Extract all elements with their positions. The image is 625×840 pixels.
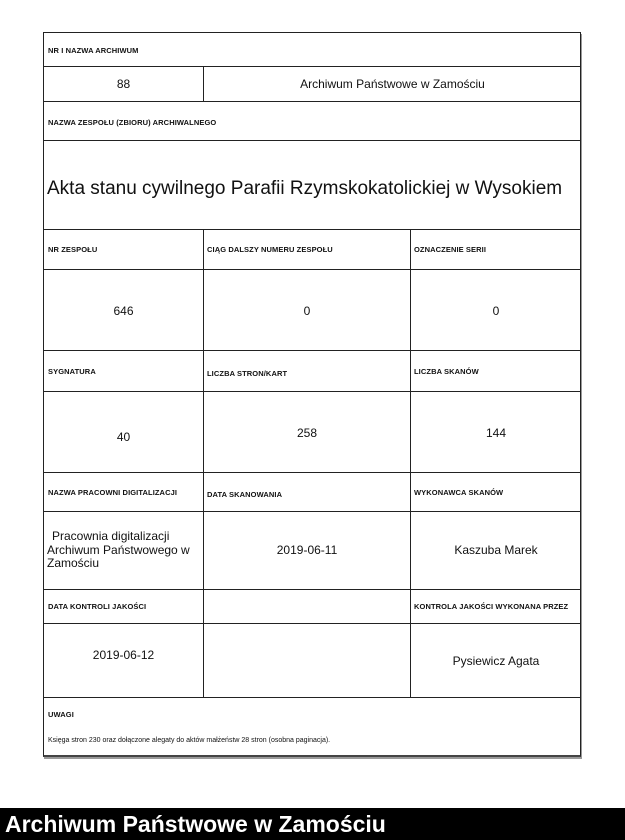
qc-date-label: DATA KONTROLI JAKOŚCI	[48, 602, 147, 611]
scanner-label: WYKONAWCA SKANÓW	[414, 488, 504, 497]
scan-date-label: DATA SKANOWANIA	[207, 490, 283, 499]
archive-number: 88	[116, 77, 131, 91]
scans-value: 144	[485, 426, 507, 440]
footer-text: Archiwum Państwowe w Zamościu	[5, 811, 386, 837]
grid-line	[44, 391, 580, 392]
grid-line	[44, 589, 580, 590]
signature-label: SYGNATURA	[48, 367, 96, 376]
fonds-label: NAZWA ZESPOŁU (ZBIORU) ARCHIWALNEGO	[48, 118, 217, 127]
signature-value: 40	[116, 430, 131, 444]
archive-name: Archiwum Państwowe w Zamościu	[300, 77, 485, 91]
grid-line	[410, 229, 411, 697]
qc-by-value: Pysiewicz Agata	[452, 654, 540, 668]
footer-banner	[0, 808, 625, 840]
continuation-label: CIĄG DALSZY NUMERU ZESPOŁU	[207, 245, 333, 254]
fonds-number: 646	[113, 304, 134, 318]
grid-line	[44, 229, 580, 230]
grid-line	[44, 350, 580, 351]
scans-label: LICZBA SKANÓW	[414, 367, 479, 376]
grid-line	[203, 229, 204, 697]
remarks-label: UWAGI	[48, 710, 74, 719]
pages-label: LICZBA STRON/KART	[207, 369, 288, 378]
grid-line	[44, 697, 580, 698]
grid-line	[44, 511, 580, 512]
archive-label: NR I NAZWA ARCHIWUM	[48, 46, 139, 55]
qc-by-label: KONTROLA JAKOŚCI WYKONANA PRZEZ	[414, 602, 569, 611]
pages-value: 258	[296, 426, 318, 440]
fonds-name: Akta stanu cywilnego Parafii Rzymskokatolickiej w Wysokiem	[47, 178, 563, 199]
scanner-value: Kaszuba Marek	[454, 543, 538, 557]
archival-metadata-sheet	[43, 32, 581, 757]
remarks-text: Księga stron 230 oraz dołączone alegaty do aktów małżeństw 28 stron (osobna paginacja).	[48, 737, 331, 744]
grid-line	[44, 140, 580, 141]
grid-line	[44, 66, 580, 67]
workshop-label: NAZWA PRACOWNI DIGITALIZACJI	[48, 488, 178, 497]
grid-line	[44, 101, 580, 102]
scan-date-value: 2019-06-11	[276, 543, 338, 557]
grid-line	[44, 472, 580, 473]
continuation-value: 0	[303, 304, 311, 318]
grid-line	[44, 623, 580, 624]
workshop-value: Pracownia digitalizacji Archiwum Państwowego w Zamościu	[47, 529, 190, 570]
series-label: OZNACZENIE SERII	[414, 245, 487, 254]
fonds-number-label: NR ZESPOŁU	[48, 245, 98, 254]
series-value: 0	[492, 304, 500, 318]
grid-line	[44, 269, 580, 270]
qc-date-value: 2019-06-12	[92, 648, 155, 662]
